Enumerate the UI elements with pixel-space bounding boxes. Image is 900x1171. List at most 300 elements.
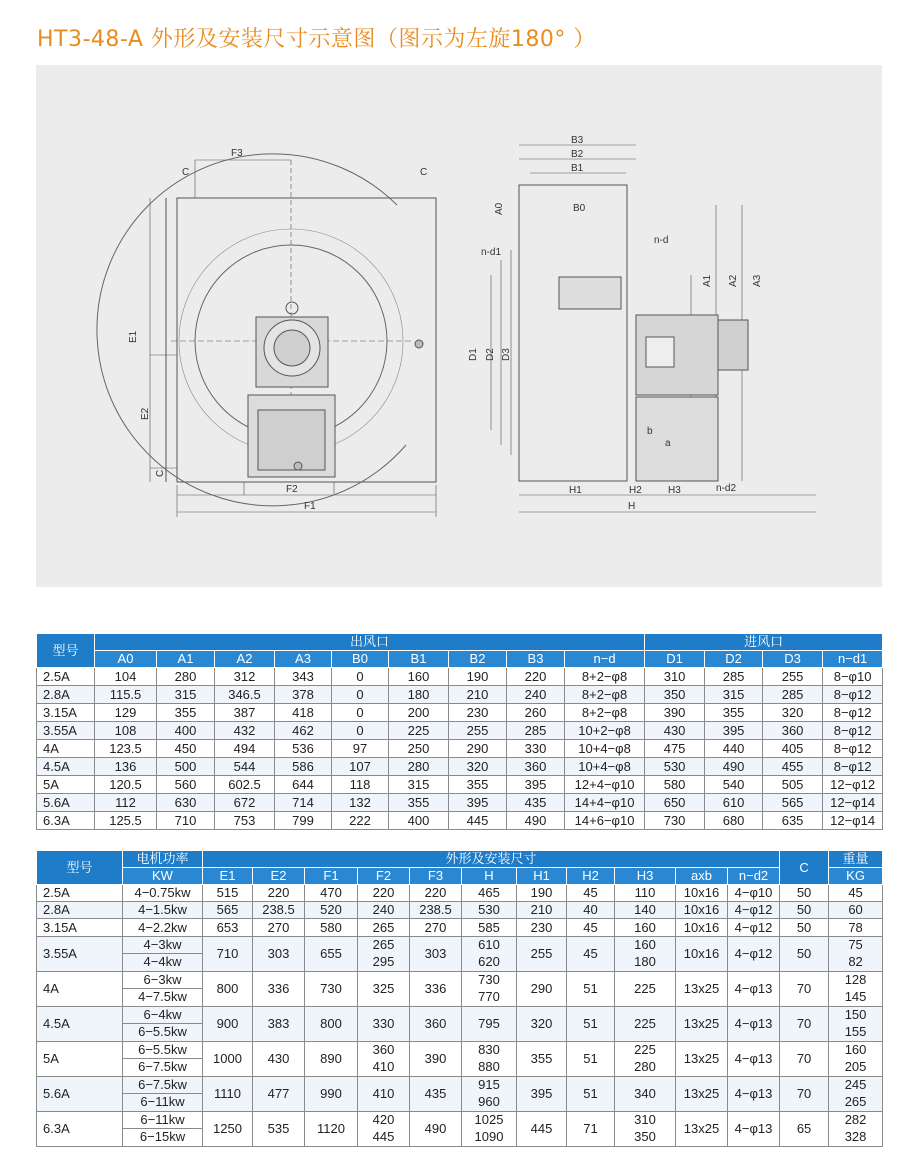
value-cell [123, 919, 203, 936]
value-cell: 45 [567, 919, 615, 936]
label-D2: D2 [485, 348, 496, 361]
value-cell: 383 [253, 1006, 305, 1041]
value-cell [829, 1006, 883, 1041]
value-line: 960 [478, 1094, 500, 1110]
label-F1: F1 [304, 501, 316, 512]
value-cell: 395 [705, 722, 763, 740]
value-cell: 290 [449, 740, 507, 758]
value-cell: 432 [215, 722, 275, 740]
value-cell: 51 [567, 1076, 615, 1111]
value-line: 75 [848, 937, 863, 953]
value-cell: 565 [203, 902, 253, 919]
value-cell: 890 [305, 1041, 358, 1076]
value-cell: 4−φ13 [728, 1111, 780, 1146]
value-line: 160 [844, 1042, 867, 1058]
model-cell: 4.5A [37, 1006, 123, 1041]
dims-header: 外形及安装尺寸 [203, 851, 780, 868]
value-cell: 8+2−φ8 [565, 686, 645, 704]
power-value: 6−7.5kw [138, 1059, 187, 1075]
value-cell: 14+4−φ10 [565, 794, 645, 812]
value-cell: 108 [95, 722, 157, 740]
value-cell [123, 1006, 203, 1041]
value-cell: 387 [215, 704, 275, 722]
value-line: 205 [844, 1059, 867, 1075]
value-cell: 315 [157, 686, 215, 704]
value-cell: 630 [157, 794, 215, 812]
motor-outline-dimension-table [36, 850, 883, 1147]
value-cell [615, 902, 676, 919]
value-cell: 310 [645, 668, 705, 686]
col-header: E1 [203, 868, 253, 885]
label-B1: B1 [571, 163, 584, 174]
value-cell: 535 [253, 1111, 305, 1146]
value-cell: 455 [763, 758, 823, 776]
col-header: F3 [410, 868, 462, 885]
label-C-top-left: C [182, 167, 190, 178]
value-line: 445 [372, 1129, 395, 1145]
value-cell: 800 [203, 971, 253, 1006]
weight-header: 重量 [829, 851, 883, 868]
value-cell [829, 971, 883, 1006]
value-cell: 50 [780, 936, 829, 971]
value-cell [358, 885, 410, 902]
label-H3: H3 [668, 485, 681, 496]
value-cell: 672 [215, 794, 275, 812]
model-cell: 2.8A [37, 686, 95, 704]
model-cell: 5A [37, 1041, 123, 1076]
value-cell [462, 1111, 517, 1146]
label-H: H [628, 501, 636, 512]
value-cell: 350 [645, 686, 705, 704]
value-cell: 320 [763, 704, 823, 722]
model-cell: 3.55A [37, 936, 123, 971]
value-cell [615, 971, 676, 1006]
power-value: 6−11kw [123, 1112, 202, 1130]
value-line: 330 [372, 1015, 395, 1031]
value-cell [829, 919, 883, 936]
value-cell [615, 1076, 676, 1111]
value-cell: 490 [410, 1111, 462, 1146]
value-cell: 343 [275, 668, 332, 686]
table-row [37, 722, 883, 740]
value-cell: 635 [763, 812, 823, 830]
value-cell [358, 971, 410, 1006]
value-cell: 13x25 [676, 971, 728, 1006]
value-cell: 8−φ12 [823, 704, 883, 722]
label-H2: H2 [629, 485, 642, 496]
value-cell [462, 1041, 517, 1076]
inlet-header: 进风口 [645, 634, 883, 651]
value-cell: 450 [157, 740, 215, 758]
value-cell: 51 [567, 971, 615, 1006]
value-cell: 602.5 [215, 776, 275, 794]
value-cell: 1120 [305, 1111, 358, 1146]
value-cell: 238.5 [410, 902, 462, 919]
value-cell: 285 [705, 668, 763, 686]
value-line: 410 [372, 1059, 395, 1075]
value-cell: 800 [305, 1006, 358, 1041]
value-cell: 1110 [203, 1076, 253, 1111]
table-row [37, 971, 883, 1006]
value-line: 730 [478, 972, 500, 988]
power-header: 电机功率 [123, 851, 203, 868]
model-header: 型号 [37, 634, 95, 668]
value-cell: 346.5 [215, 686, 275, 704]
label-n-d1: n-d1 [481, 247, 502, 258]
value-cell: 435 [507, 794, 565, 812]
value-cell: 360 [763, 722, 823, 740]
value-line: 915 [478, 1077, 500, 1093]
value-cell: 10x16 [676, 885, 728, 902]
value-cell: 222 [332, 812, 389, 830]
value-line: 45 [848, 885, 863, 901]
value-cell: 10x16 [676, 919, 728, 936]
value-cell: 315 [705, 686, 763, 704]
value-cell: 900 [203, 1006, 253, 1041]
power-value: 6−3kw [123, 972, 202, 990]
value-cell: 710 [203, 936, 253, 971]
value-cell: 336 [253, 971, 305, 1006]
value-cell: 45 [567, 885, 615, 902]
value-cell: 250 [389, 740, 449, 758]
value-cell [829, 936, 883, 971]
value-cell: 8−φ10 [823, 668, 883, 686]
value-cell: 8−φ12 [823, 722, 883, 740]
table-row [37, 704, 883, 722]
value-cell: 753 [215, 812, 275, 830]
value-cell: 4−φ13 [728, 971, 780, 1006]
value-cell: 1000 [203, 1041, 253, 1076]
value-line: 225 [634, 980, 656, 996]
value-cell: 710 [157, 812, 215, 830]
value-cell: 13x25 [676, 1076, 728, 1111]
value-line: 465 [478, 885, 500, 901]
value-line: 245 [844, 1077, 867, 1093]
value-cell: 104 [95, 668, 157, 686]
col-header: A1 [157, 651, 215, 668]
label-b: b [647, 426, 653, 437]
value-cell: 653 [203, 919, 253, 936]
value-cell: 580 [645, 776, 705, 794]
value-cell: 160 [389, 668, 449, 686]
value-cell: 544 [215, 758, 275, 776]
value-cell: 680 [705, 812, 763, 830]
value-cell [615, 936, 676, 971]
value-cell: 0 [332, 704, 389, 722]
power-value: 6−5.5kw [138, 1024, 187, 1040]
value-line: 880 [478, 1059, 500, 1075]
value-cell: 418 [275, 704, 332, 722]
value-line: 620 [478, 954, 500, 970]
value-cell: 225 [389, 722, 449, 740]
label-E1: E1 [128, 330, 139, 343]
value-cell: 50 [780, 885, 829, 902]
value-cell: 360 [410, 1006, 462, 1041]
value-cell: 210 [517, 902, 567, 919]
value-cell: 10+4−φ8 [565, 740, 645, 758]
value-cell: 65 [780, 1111, 829, 1146]
value-line: 585 [478, 919, 500, 935]
value-cell: 445 [449, 812, 507, 830]
value-cell [123, 885, 203, 902]
value-line: 60 [848, 902, 863, 918]
power-value: 6−5.5kw [123, 1042, 202, 1060]
value-cell: 475 [645, 740, 705, 758]
value-cell: 494 [215, 740, 275, 758]
model-cell: 4A [37, 971, 123, 1006]
value-cell [829, 1111, 883, 1146]
value-line: 410 [372, 1085, 395, 1101]
value-cell: 255 [449, 722, 507, 740]
table-row [37, 936, 883, 971]
value-cell: 360 [507, 758, 565, 776]
col-header: n−d [565, 651, 645, 668]
model-header-2: 型号 [37, 851, 123, 885]
value-cell: 445 [517, 1111, 567, 1146]
value-cell: 470 [305, 885, 358, 902]
value-line: 310 [634, 1112, 656, 1128]
value-cell: 12−φ14 [823, 812, 883, 830]
value-cell: 0 [332, 722, 389, 740]
value-cell [462, 971, 517, 1006]
value-cell: 50 [780, 902, 829, 919]
value-cell: 10x16 [676, 936, 728, 971]
value-cell: 190 [449, 668, 507, 686]
weight-unit: KG [829, 868, 883, 885]
value-cell: 118 [332, 776, 389, 794]
table-row [37, 740, 883, 758]
value-line: 110 [634, 885, 656, 901]
value-line: 420 [372, 1112, 395, 1128]
power-value: 6−11kw [140, 1094, 185, 1110]
value-line: 140 [634, 902, 656, 918]
col-header: H1 [517, 868, 567, 885]
label-F3: F3 [231, 148, 243, 159]
label-A2: A2 [728, 274, 739, 287]
value-cell [829, 885, 883, 902]
table-row [37, 885, 883, 902]
value-cell: 112 [95, 794, 157, 812]
value-cell [829, 1076, 883, 1111]
col-header: A3 [275, 651, 332, 668]
value-cell [358, 919, 410, 936]
value-cell: 565 [763, 794, 823, 812]
value-line: 1025 [474, 1112, 504, 1128]
value-line: 325 [372, 980, 395, 996]
value-cell [462, 885, 517, 902]
table-row [37, 794, 883, 812]
value-cell: 580 [305, 919, 358, 936]
value-cell: 210 [449, 686, 507, 704]
value-cell: 650 [645, 794, 705, 812]
value-line: 180 [634, 954, 656, 970]
col-header: axb [676, 868, 728, 885]
value-cell [358, 1006, 410, 1041]
value-line: 610 [478, 937, 500, 953]
value-cell: 799 [275, 812, 332, 830]
model-cell: 2.5A [37, 668, 95, 686]
value-cell: 132 [332, 794, 389, 812]
value-line: 145 [844, 989, 867, 1005]
value-cell [615, 885, 676, 902]
value-cell [462, 936, 517, 971]
value-cell: 336 [410, 971, 462, 1006]
label-B0: B0 [573, 203, 586, 214]
power-value: 4−7.5kw [138, 989, 187, 1005]
c-header: C [780, 851, 829, 885]
value-cell: 8−φ12 [823, 758, 883, 776]
label-C-left: C [155, 469, 166, 477]
power-value: 4−1.5kw [138, 902, 187, 918]
value-cell: 10+4−φ8 [565, 758, 645, 776]
value-cell [123, 1111, 203, 1146]
value-cell: 430 [645, 722, 705, 740]
value-cell: 990 [305, 1076, 358, 1111]
model-cell: 3.55A [37, 722, 95, 740]
value-cell: 586 [275, 758, 332, 776]
value-cell [829, 1041, 883, 1076]
value-cell: 390 [645, 704, 705, 722]
value-cell: 4−φ13 [728, 1041, 780, 1076]
model-cell: 3.15A [37, 919, 123, 936]
col-header: F1 [305, 868, 358, 885]
value-cell [358, 936, 410, 971]
power-value: 4−4kw [143, 954, 182, 970]
value-cell: 97 [332, 740, 389, 758]
value-line: 225 [634, 1042, 656, 1058]
label-A1: A1 [702, 274, 713, 287]
value-cell: 440 [705, 740, 763, 758]
value-cell: 220 [253, 885, 305, 902]
value-cell: 4−φ12 [728, 936, 780, 971]
power-value: 4−2.2kw [138, 919, 187, 935]
value-cell: 515 [203, 885, 253, 902]
value-cell: 190 [517, 885, 567, 902]
value-cell: 10+2−φ8 [565, 722, 645, 740]
value-cell: 405 [763, 740, 823, 758]
value-cell: 123.5 [95, 740, 157, 758]
value-cell: 355 [705, 704, 763, 722]
value-cell: 520 [305, 902, 358, 919]
col-header: A2 [215, 651, 275, 668]
label-C-top-right: C [420, 167, 428, 178]
value-cell: 8−φ12 [823, 740, 883, 758]
col-header: E2 [253, 868, 305, 885]
value-cell: 270 [410, 919, 462, 936]
value-cell [123, 936, 203, 971]
value-cell: 4−φ13 [728, 1006, 780, 1041]
value-cell [358, 1111, 410, 1146]
value-line: 82 [848, 954, 863, 970]
value-cell: 430 [253, 1041, 305, 1076]
value-cell [123, 902, 203, 919]
value-cell: 45 [567, 936, 615, 971]
value-line: 78 [848, 919, 863, 935]
page-title: HT3-48-A 外形及安装尺寸示意图（图示为左旋180° ） [37, 27, 596, 52]
value-cell: 4−φ12 [728, 902, 780, 919]
value-cell: 230 [449, 704, 507, 722]
value-cell: 312 [215, 668, 275, 686]
value-line: 350 [634, 1129, 656, 1145]
value-line: 280 [634, 1059, 656, 1075]
value-cell: 610 [705, 794, 763, 812]
value-cell: 4−φ10 [728, 885, 780, 902]
value-cell: 0 [332, 668, 389, 686]
value-cell: 255 [763, 668, 823, 686]
table-row [37, 1006, 883, 1041]
value-cell: 477 [253, 1076, 305, 1111]
dimension-drawing [36, 65, 882, 587]
value-line: 328 [844, 1129, 867, 1145]
col-header: B1 [389, 651, 449, 668]
power-value: 6−7.5kw [123, 1077, 202, 1095]
value-cell: 1250 [203, 1111, 253, 1146]
power-value: 4−0.75kw [134, 885, 191, 901]
value-cell: 71 [567, 1111, 615, 1146]
value-cell [358, 1076, 410, 1111]
value-cell: 390 [410, 1041, 462, 1076]
label-F2: F2 [286, 484, 298, 495]
value-line: 160 [634, 937, 656, 953]
value-cell: 280 [389, 758, 449, 776]
label-D1: D1 [468, 348, 479, 361]
value-cell: 220 [507, 668, 565, 686]
value-cell: 230 [517, 919, 567, 936]
model-cell: 6.3A [37, 1111, 123, 1146]
label-n-d: n-d [654, 235, 669, 246]
value-line: 282 [844, 1112, 867, 1128]
value-cell: 490 [705, 758, 763, 776]
value-line: 830 [478, 1042, 500, 1058]
side-casing-frame [519, 185, 627, 481]
value-cell: 12−φ12 [823, 776, 883, 794]
label-A3: A3 [752, 274, 763, 287]
power-value: 4−3kw [123, 937, 202, 955]
value-cell: 40 [567, 902, 615, 919]
value-cell: 115.5 [95, 686, 157, 704]
fan-outline-drawing [36, 65, 882, 587]
value-cell: 303 [253, 936, 305, 971]
value-cell: 10x16 [676, 902, 728, 919]
power-unit: KW [123, 868, 203, 885]
value-cell: 255 [517, 936, 567, 971]
value-cell: 8+2−φ8 [565, 668, 645, 686]
value-cell [123, 1076, 203, 1111]
value-cell: 270 [253, 919, 305, 936]
model-cell: 4A [37, 740, 95, 758]
value-cell: 355 [157, 704, 215, 722]
value-line: 150 [844, 1007, 867, 1023]
label-A0: A0 [494, 202, 505, 215]
value-cell: 51 [567, 1006, 615, 1041]
value-cell [615, 1006, 676, 1041]
value-cell [123, 1041, 203, 1076]
value-cell [358, 902, 410, 919]
label-D3: D3 [501, 348, 512, 361]
value-cell [829, 902, 883, 919]
value-cell [615, 1111, 676, 1146]
value-cell: 400 [157, 722, 215, 740]
col-header: H2 [567, 868, 615, 885]
label-a: a [665, 438, 671, 449]
value-cell: 12−φ14 [823, 794, 883, 812]
value-cell [615, 1041, 676, 1076]
value-cell: 378 [275, 686, 332, 704]
value-line: 295 [372, 954, 395, 970]
value-cell: 4−φ12 [728, 919, 780, 936]
value-cell: 644 [275, 776, 332, 794]
label-E2: E2 [140, 407, 151, 420]
